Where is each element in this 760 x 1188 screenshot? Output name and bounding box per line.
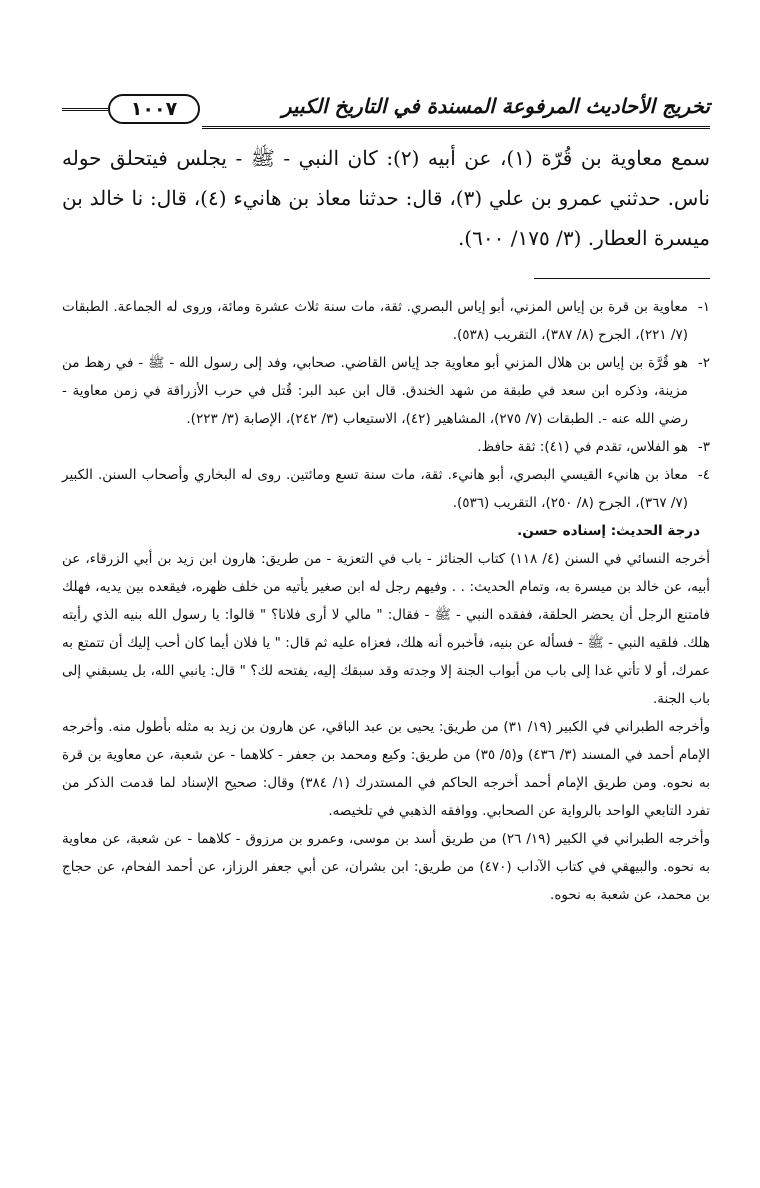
footnote-3 (62, 433, 710, 461)
takhrij-paragraph-1: أخرجه النسائي في السنن (٤/ ١١٨) كتاب الجنائز - باب في التعزية - من طريق: هارون ابن زيد بن أبي الزرقاء، عن أبيه، عن خالد بن ميسرة به، وتمام الحديث: . . وفيهم رجل له ابن صغير يأتيه من خلف ظهره، فيقعده بين يديه، فهلك فامتنع الرجل أن يحضر الحلقة، ففقده النبي - ﷺ - فقال: " مالي لا أرى فلانا؟ " قالوا: يا رسول الله بنيه الذي رأيته هلك. فلقيه النبي - ﷺ - فسأله عن بنيه، فأخبره أنه هلك، فعزاه عليه ثم قال: " يا فلان أيما كان أحب إليك أن تتمتع به عمرك، أو لا تأتي غدا إلى باب من أبواب الجنة إلا وجدته وقد سبقك إليه، يفتحه لك؟ " قال: يانبي الله، بل يسبقني إلى باب الجنة. (62, 551, 710, 707)
footnote-1 (62, 293, 710, 349)
footnote-4 (62, 461, 710, 517)
footnote-number: ٣- (697, 439, 710, 455)
takhrij-section (62, 545, 710, 909)
takhrij-paragraph-3: وأخرجه الطبراني في الكبير (١٩/ ٢٦) من طريق أسد بن موسى، وعمرو بن مرزوق - كلاهما - عن شعبة، عن معاوية به نحوه. والبيهقي في كتاب الآداب (٤٧٠) من طريق: ابن بشران، عن أبي جعفر الرزاز، عن أحمد الفحام، عن حجاج بن محمد، عن شعبة به نحوه. (62, 831, 710, 903)
footnote-2 (62, 349, 710, 433)
footnote-number: ١- (697, 299, 710, 315)
hadith-grade: درجة الحديث: إسناده حسن. (517, 523, 700, 539)
hadith-paragraph: سمع معاوية بن قُرّة (١)، عن أبيه (٢): كان النبي - ﷺ - يجلس فيتحلق حوله ناس. حدثني عمرو بن علي (٣)، قال: حدثنا معاذ بن هانيء (٤)، قال: نا خالد بن ميسرة العطار. (٣/ ١٧٥/ ٦٠٠). (62, 146, 711, 250)
running-header (62, 88, 710, 132)
page-number: ١٠٠٧ (108, 94, 200, 124)
footnote-number: ٢- (697, 355, 710, 371)
page-content (62, 88, 710, 909)
header-divider (202, 126, 710, 132)
footnotes (62, 293, 710, 909)
header-divider-left (62, 108, 108, 111)
footnote-text: هو قُرَّة بن إياس بن هلال المزني أبو معاوية جد إياس القاضي. صحابي، وفد إلى رسول الله - ﷺ - في رهط من مزينة، وذكره ابن سعد في طبقة من شهد الخندق. قال ابن عبد البر: قُتل في حرب الأزراقة في زمن معاوية - رضي الله عنه -. الطبقات (٧/ ٢٧٥)، المشاهير (٤٢)، الاستيعاب (٣/ ٢٤٢)، الإصابة (٣/ ٢٢٣). (62, 355, 688, 427)
footnote-number: ٤- (697, 467, 710, 483)
book-title: تخريج الأحاديث المرفوعة المسندة في التاريخ الكبير (281, 94, 710, 118)
footnote-text: هو الفلاس، تقدم في (٤١): ثقة حافظ. (477, 439, 688, 455)
hadith-text (62, 138, 710, 258)
footnote-text: معاذ بن هانيء القيسي البصري، أبو هانيء. ثقة، مات سنة تسع ومائتين. روى له البخاري وأصحاب السنن. الكبير (٧/ ٣٦٧)، الجرح (٨/ ٢٥٠)، التقريب (٥٣٦). (62, 467, 688, 511)
footnote-text: معاوية بن قرة بن إياس المزني، أبو إياس البصري. ثقة، مات سنة ثلاث عشرة ومائة، وروى له الجماعة. الطبقات (٧/ ٢٢١)، الجرح (٨/ ٣٨٧)، التقريب (٥٣٨). (62, 299, 688, 343)
footnote-separator (534, 278, 710, 279)
takhrij-paragraph-2: وأخرجه الطبراني في الكبير (١٩/ ٣١) من طريق: يحيى بن عبد الباقي، عن هارون بن زيد به مثله بأطول منه. وأخرجه الإمام أحمد في المسند (٣/ ٤٣٦) و(٥/ ٣٥) من طريق: وكيع ومحمد بن جعفر - كلاهما - عن شعبة، عن معاوية بن قرة به نحوه. ومن طريق الإمام أحمد أخرجه الحاكم في المستدرك (١/ ٣٨٤) وقال: صحيح الإسناد لما قدمت الذكر من تفرد التابعي الواحد بالرواية عن الصحابي. ووافقه الذهبي في تلخيصه. (62, 719, 710, 819)
